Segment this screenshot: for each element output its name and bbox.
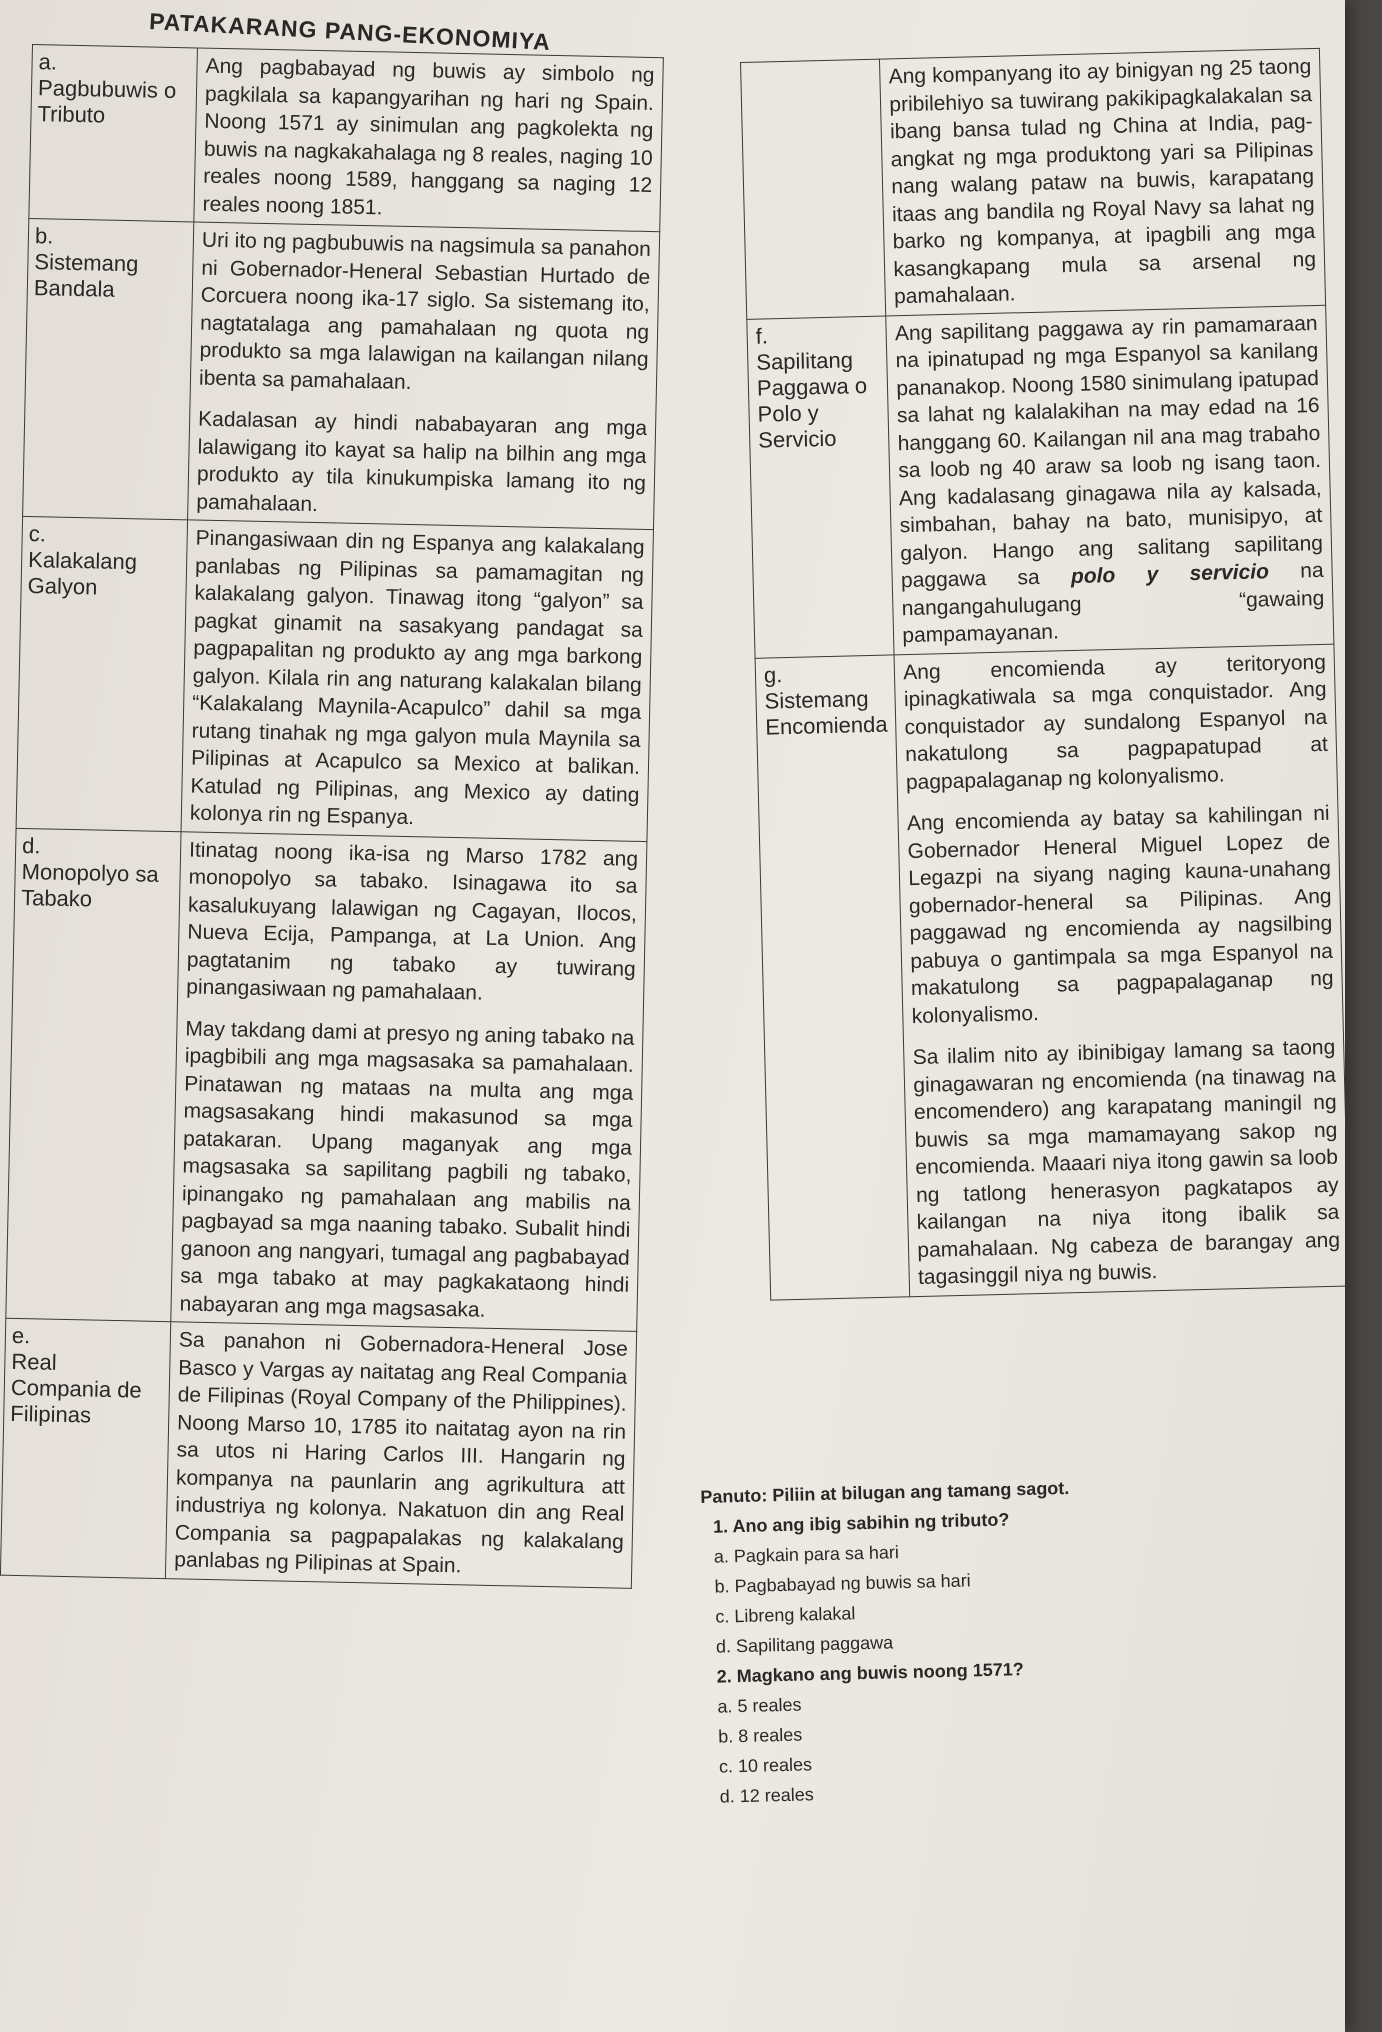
description-paragraph: Kadalasan ay hindi nababayaran ang mga lalawigang ito kayat sa halip na bilhin ang mga produkto ay tila kinukumpiska lamang ito ng pamahalaan. <box>196 407 648 516</box>
answer-option[interactable]: c. Libreng kalakal <box>715 1603 856 1627</box>
description-paragraph: Pinangasiwaan din ng Espanya ang kalakalang panlabas ng Pilipinas sa pamamagitan ng kalakalang galyon. Tinawag itong “galyon” sa pagkat ginamit na sasakyang pandagat sa pagpapalitan ng produkto ay ang mga barkong galyon. Kilala rin ang naturang kalakalan bilang “Kalakalang Maynila-Acapulco” dahil sa mga rutang tinahak ng mga galyon mula Maynila sa Pilipinas at Acapulco sa Mexico at balikan. Katulad ng Pilipinas, ang Mexico ay dating kolonya rin ng Espanya. <box>189 526 645 830</box>
answer-option[interactable]: a. Pagkain para sa hari <box>713 1542 900 1567</box>
description-cell <box>165 1322 636 1588</box>
answer-option[interactable]: d. 12 reales <box>719 1784 814 1807</box>
description-paragraph: Ang encomienda ay batay sa kahilingan ni Gobernador Heneral Miguel Lopez de Legazpi na siyang naging kauna-unahang gobernador-heneral sa Pilipinas. Ang paggawad ng encomienda ay nagsilbing pabuya o gantimpala sa mga Espanyol na makatulong sa pagpapalaganap ng kolonyalismo. <box>906 801 1334 1028</box>
left-table <box>0 44 664 1588</box>
term-cell <box>23 218 194 519</box>
description-cell <box>886 305 1334 655</box>
item-letter: f. <box>755 322 769 349</box>
term-label: Monopolyo sa Tabako <box>20 858 159 911</box>
description-cell <box>880 48 1326 315</box>
table-row <box>0 1318 636 1588</box>
description-paragraph: Ang encomienda ay teritoryong ipinagkatiwala sa mga conquistador. Ang conquistador ay sundalong Espanyol na nakatulong sa pagpapatupad at pagpapalaganap ng kolonyalismo. <box>902 650 1329 794</box>
term-label: Sistemang Bandala <box>33 249 139 302</box>
term-cell <box>6 828 181 1322</box>
question-text: 2. Magkano ang buwis noong 1571? <box>716 1659 1024 1687</box>
description-cell <box>188 222 660 530</box>
table-row <box>16 516 653 841</box>
item-letter: e. <box>11 1322 31 1349</box>
page-title: PATAKARANG PANG-EKONOMIYA <box>148 8 552 56</box>
term-cell <box>0 1318 170 1578</box>
term-label: Kalakalang Galyon <box>27 547 138 600</box>
item-letter: g. <box>763 661 783 688</box>
description-paragraph: May takdang dami at presyo ng aning tabako na ipagbibili ang mga magsasaka sa pamahalaan. Pinatawan ng mataas na multa ang mga magsasakang hindi makasunod sa mga patakaran. Upang maganyak ang mga magsasaka sa sapilitang pagbili ng tabako, ipinangako ng pamahalaan ang mabilis na pagbayad sa mga naaning tabako. Subalit hindi ganoon ang nangyari, tumagal ang pagbabayad sa mga tabako at may pagkakataong hindi nabayaran ang mga magsasaka. <box>179 1016 635 1322</box>
description-paragraph: Ang sapilitang paggawa ay rin pamamaraan na ipinatupad ng mga Espanyol sa kanilang pananakop. Noong 1580 sinimulang ipatupad sa lahat ng kalalakihan na may edad na 16 hanggang 60. Kailangan nil ana mag trabaho sa loob ng 40 araw sa loob ng isang taon. Ang kadalasang ginagawa nila ay kalsada, simbahan, bahay na bato, munisipyo, at galyon. Hango ang salitang sapilitang paggawa sa polo y servicio na nangangahulugang “gawaing pampamayanan. <box>894 311 1325 648</box>
right-table <box>740 48 1350 1300</box>
term-cell <box>29 45 198 222</box>
description-paragraph: Itinatag noong ika-isa ng Marso 1782 ang monopolyo sa tabako. Isinagawa ito sa kasalukuyang lalawigan ng Cagayan, Ilocos, Nueva Ecija, Pampanga, at La Union. Ang pagtatanim ng tabako ay tuwirang pinangasiwaan ng pamahalaan. <box>186 837 639 1005</box>
item-letter: d. <box>21 832 41 858</box>
quiz-question <box>704 1649 1228 1812</box>
quiz-question <box>701 1499 1225 1662</box>
quiz-section <box>700 1469 1228 1812</box>
item-letter: c. <box>28 521 47 547</box>
description-paragraph: Uri ito ng pagbubuwis na nagsimula sa panahon ni Gobernador-Heneral Sebastian Hurtado de Corcuera noong ika-17 siglo. Sa sistemang ito, nagtatalaga ang pamahalaan ng quota ng produkto sa mga lalawigan na kailangan nilang ibenta sa pamahalaan. <box>198 228 652 394</box>
quiz-instruction: Panuto: Piliin at bilugan ang tamang sagot. <box>700 1477 1070 1507</box>
term-label: Sistemang Encomienda <box>764 685 888 740</box>
term-label: Real Compania de Filipinas <box>10 1348 142 1428</box>
term-cell <box>16 516 187 831</box>
question-text: 1. Ano ang ibig sabihin ng tributo? <box>712 1509 1010 1537</box>
answer-option[interactable]: d. Sapilitang paggawa <box>715 1632 894 1657</box>
table-row <box>23 218 660 529</box>
description-cell <box>171 831 647 1331</box>
answer-option[interactable]: a. 5 reales <box>717 1694 802 1717</box>
answer-option[interactable]: c. 10 reales <box>718 1754 813 1777</box>
item-letter: a. <box>38 49 58 75</box>
answer-option[interactable]: b. 8 reales <box>717 1724 803 1747</box>
description-paragraph: Ang kompanyang ito ay binigyan ng 25 taong pribilehiyo sa tuwirang pakikipagkalakalan sa ibang bansa tulad ng China at India, pag-angkat ng mga produktong yari sa Pilipinas nang walang pataw na buwis, karapatang itaas ang bandila ng Royal Navy sa lahat ng barko ng kompanya, at ipagbili ang mga kasangkapang mula sa arsenal ng pamahalaan. <box>888 55 1317 309</box>
table-row <box>29 45 664 232</box>
table-row <box>741 48 1326 319</box>
term-cell <box>747 316 895 658</box>
item-letter <box>749 64 871 67</box>
term-cell <box>741 59 887 319</box>
description-paragraph: Ang pagbabayad ng buwis ay simbolo ng pagkilala sa kapangyarihan ng hari ng Spain. Noong 1571 ay sinimulan ang pagkolekta ng buwis na nagkakahalaga ng 8 reales, naging 10 reales noong 1589, hanggang sa naging 12 reales noong 1851. <box>202 54 655 219</box>
emphasis-text: polo y servicio <box>1070 560 1270 589</box>
description-cell <box>181 520 653 841</box>
description-paragraph: Sa ilalim nito ay ibinibigay lamang sa taong ginagawaran ng encomienda (na tinawag na encomendero) ang karapatang maningil ng buwis sa mga mamamayang sakop ng encomienda. Maaari niya itong gawin sa loob ng tatlong henerasyon pagkatapos ay kailangan na niya itong ibalik sa pamahalaan. Ng cabeza de barangay ang tagasinggil niya ng buwis. <box>912 1035 1341 1290</box>
description-cell <box>194 48 664 232</box>
description-cell <box>894 644 1349 1297</box>
table-row <box>6 828 647 1332</box>
item-letter: b. <box>34 223 54 249</box>
description-paragraph: Sa panahon ni Gobernadora-Heneral Jose Basco y Vargas ay naitatag ang Real Compania de Filipinas (Royal Company of the Philippines). Noong Marso 10, 1785 ito naitatag ayon na rin sa utos ni Haring Carlos III. Hangarin ng kompanya na paunlarin ang agrikultura att industriya ng kolonya. Nakatuon din ang Real Compania sa pagpapalakas ng kalakalang panlabas ng Pilipinas at Spain. <box>174 1328 629 1578</box>
term-cell <box>755 654 910 1299</box>
answer-option[interactable]: b. Pagbabayad ng buwis sa hari <box>714 1570 971 1597</box>
table-row <box>747 305 1334 658</box>
term-label: Sapilitang Paggawa o Polo y Servicio <box>756 346 868 453</box>
table-row <box>755 644 1350 1300</box>
term-label: Pagbubuwis o Tributo <box>37 75 177 128</box>
